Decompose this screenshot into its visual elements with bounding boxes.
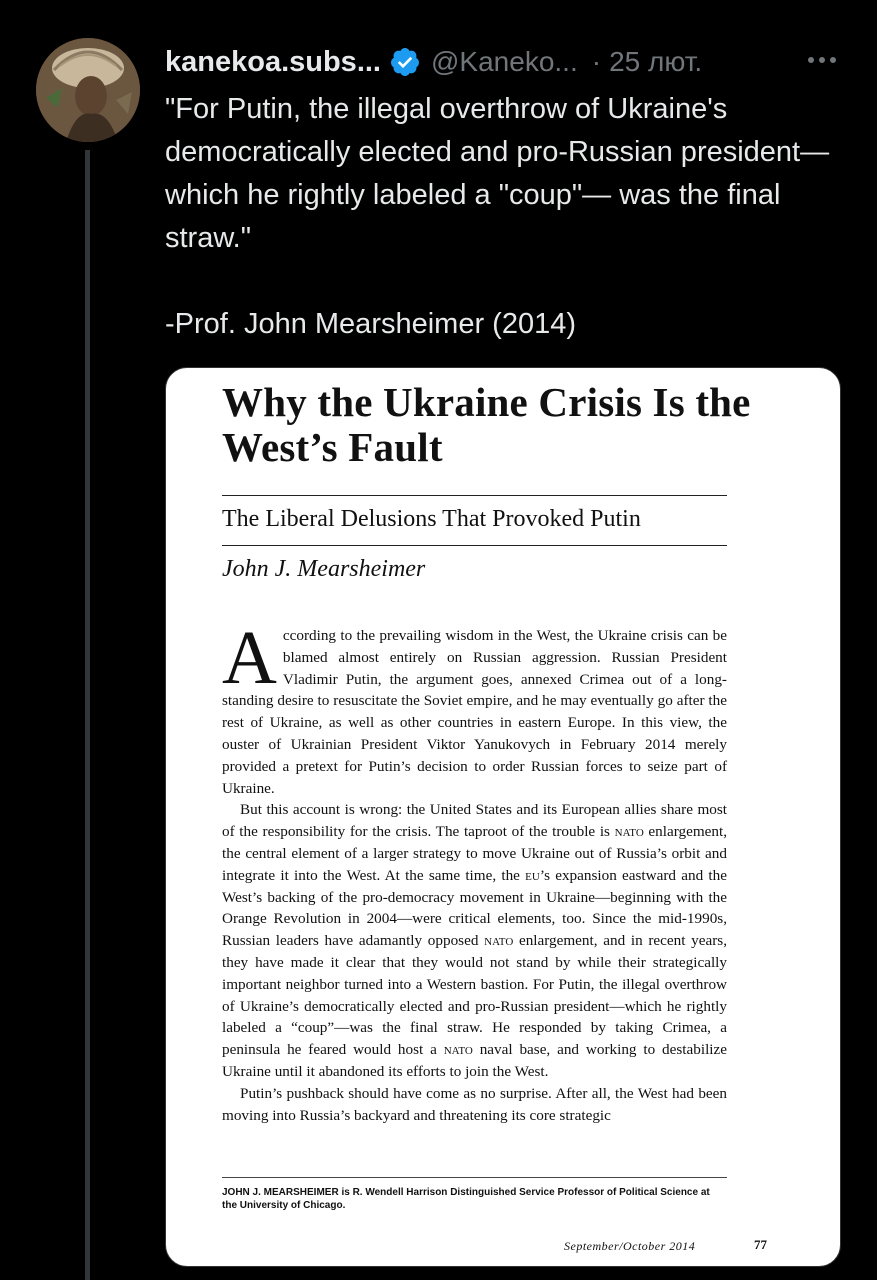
display-name[interactable]: kanekoa.subs... [165, 45, 381, 78]
thread-line [85, 150, 90, 1280]
verified-badge-icon [389, 46, 421, 78]
user-handle[interactable]: @Kaneko... [431, 46, 578, 77]
more-options-icon[interactable] [800, 44, 844, 76]
article-paragraph: According to the prevailing wisdom in the West, the Ukraine crisis can be blamed almost entirely on Russian aggression. Russian President Vladimir Putin, the argument goes, annexed Crimea out of a long-standing desire to resuscitate the Soviet empire, and he may eventually go after the rest of Ukraine, as well as other countries in eastern Europe. In this view, the ouster of Ukrainian President Viktor Yanukovych in February 2014 merely provided a pretext for Putin’s decision to order Russian forces to seize part of Ukraine. [222, 616, 727, 797]
divider [222, 545, 727, 546]
article-paragraph: Putin’s pushback should have come as no surprise. After all, the West had been moving into Russia’s backyard and threatening its core strategic [222, 1084, 727, 1124]
article-paragraph: But this account is wrong: the United States and its European allies share most of the responsibility for the crisis. The taproot of the trouble is nato enlargement, the central element of a larger strategy to move Ukraine out of Russia’s orbit and integrate it into the West. At the same time, the eu’s expansion eastward and the West’s backing of the pro-democracy movement in Ukraine—beginning with the Orange Revolution in 2004—were critical elements, too. Since the mid-1990s, Russian leaders have adamantly opposed nato enlargement, and in recent years, they have made it clear that they would not stand by while their strategically important neighbor turned into a Western bastion. For Putin, the illegal overthrow of Ukraine’s democratically elected and pro-Russian president—which he rightly labeled a “coup”—was the final straw. He responded by taking Crimea, a peninsula he feared would host a nato naval base, and working to destabilize Ukraine until it abandoned its efforts to join the West. [222, 801, 728, 1080]
tweet-media-image[interactable] [165, 367, 841, 1267]
separator-dot: · [591, 46, 602, 77]
tweet-header [165, 42, 702, 82]
divider [222, 495, 727, 496]
divider [222, 1177, 727, 1178]
tweet-date[interactable]: 25 лют. [609, 46, 703, 77]
article-subtitle: The Liberal Delusions That Provoked Putin [222, 506, 641, 532]
page-number: 77 [754, 1237, 767, 1252]
article-body [222, 616, 728, 1126]
author-bio: JOHN J. MEARSHEIMER is R. Wendell Harrison Distinguished Service Professor of Political Science at the University of Chicago. [222, 1187, 710, 1211]
drop-cap: A [222, 616, 277, 700]
article-author: John J. Mearsheimer [222, 556, 426, 582]
article-title: Why the Ukraine Crisis Is the West’s Fault [222, 379, 751, 470]
avatar[interactable] [36, 38, 140, 142]
tweet-text: "For Putin, the illegal overthrow of Ukraine's democratically elected and pro-Russian president— which he rightly labeled a "coup"— was the final straw." -Prof. John Mearsheimer (2014) [165, 93, 830, 340]
avatar-image [36, 38, 140, 142]
article-page [166, 368, 840, 1266]
issue-date: September/October 2014 [564, 1239, 696, 1253]
